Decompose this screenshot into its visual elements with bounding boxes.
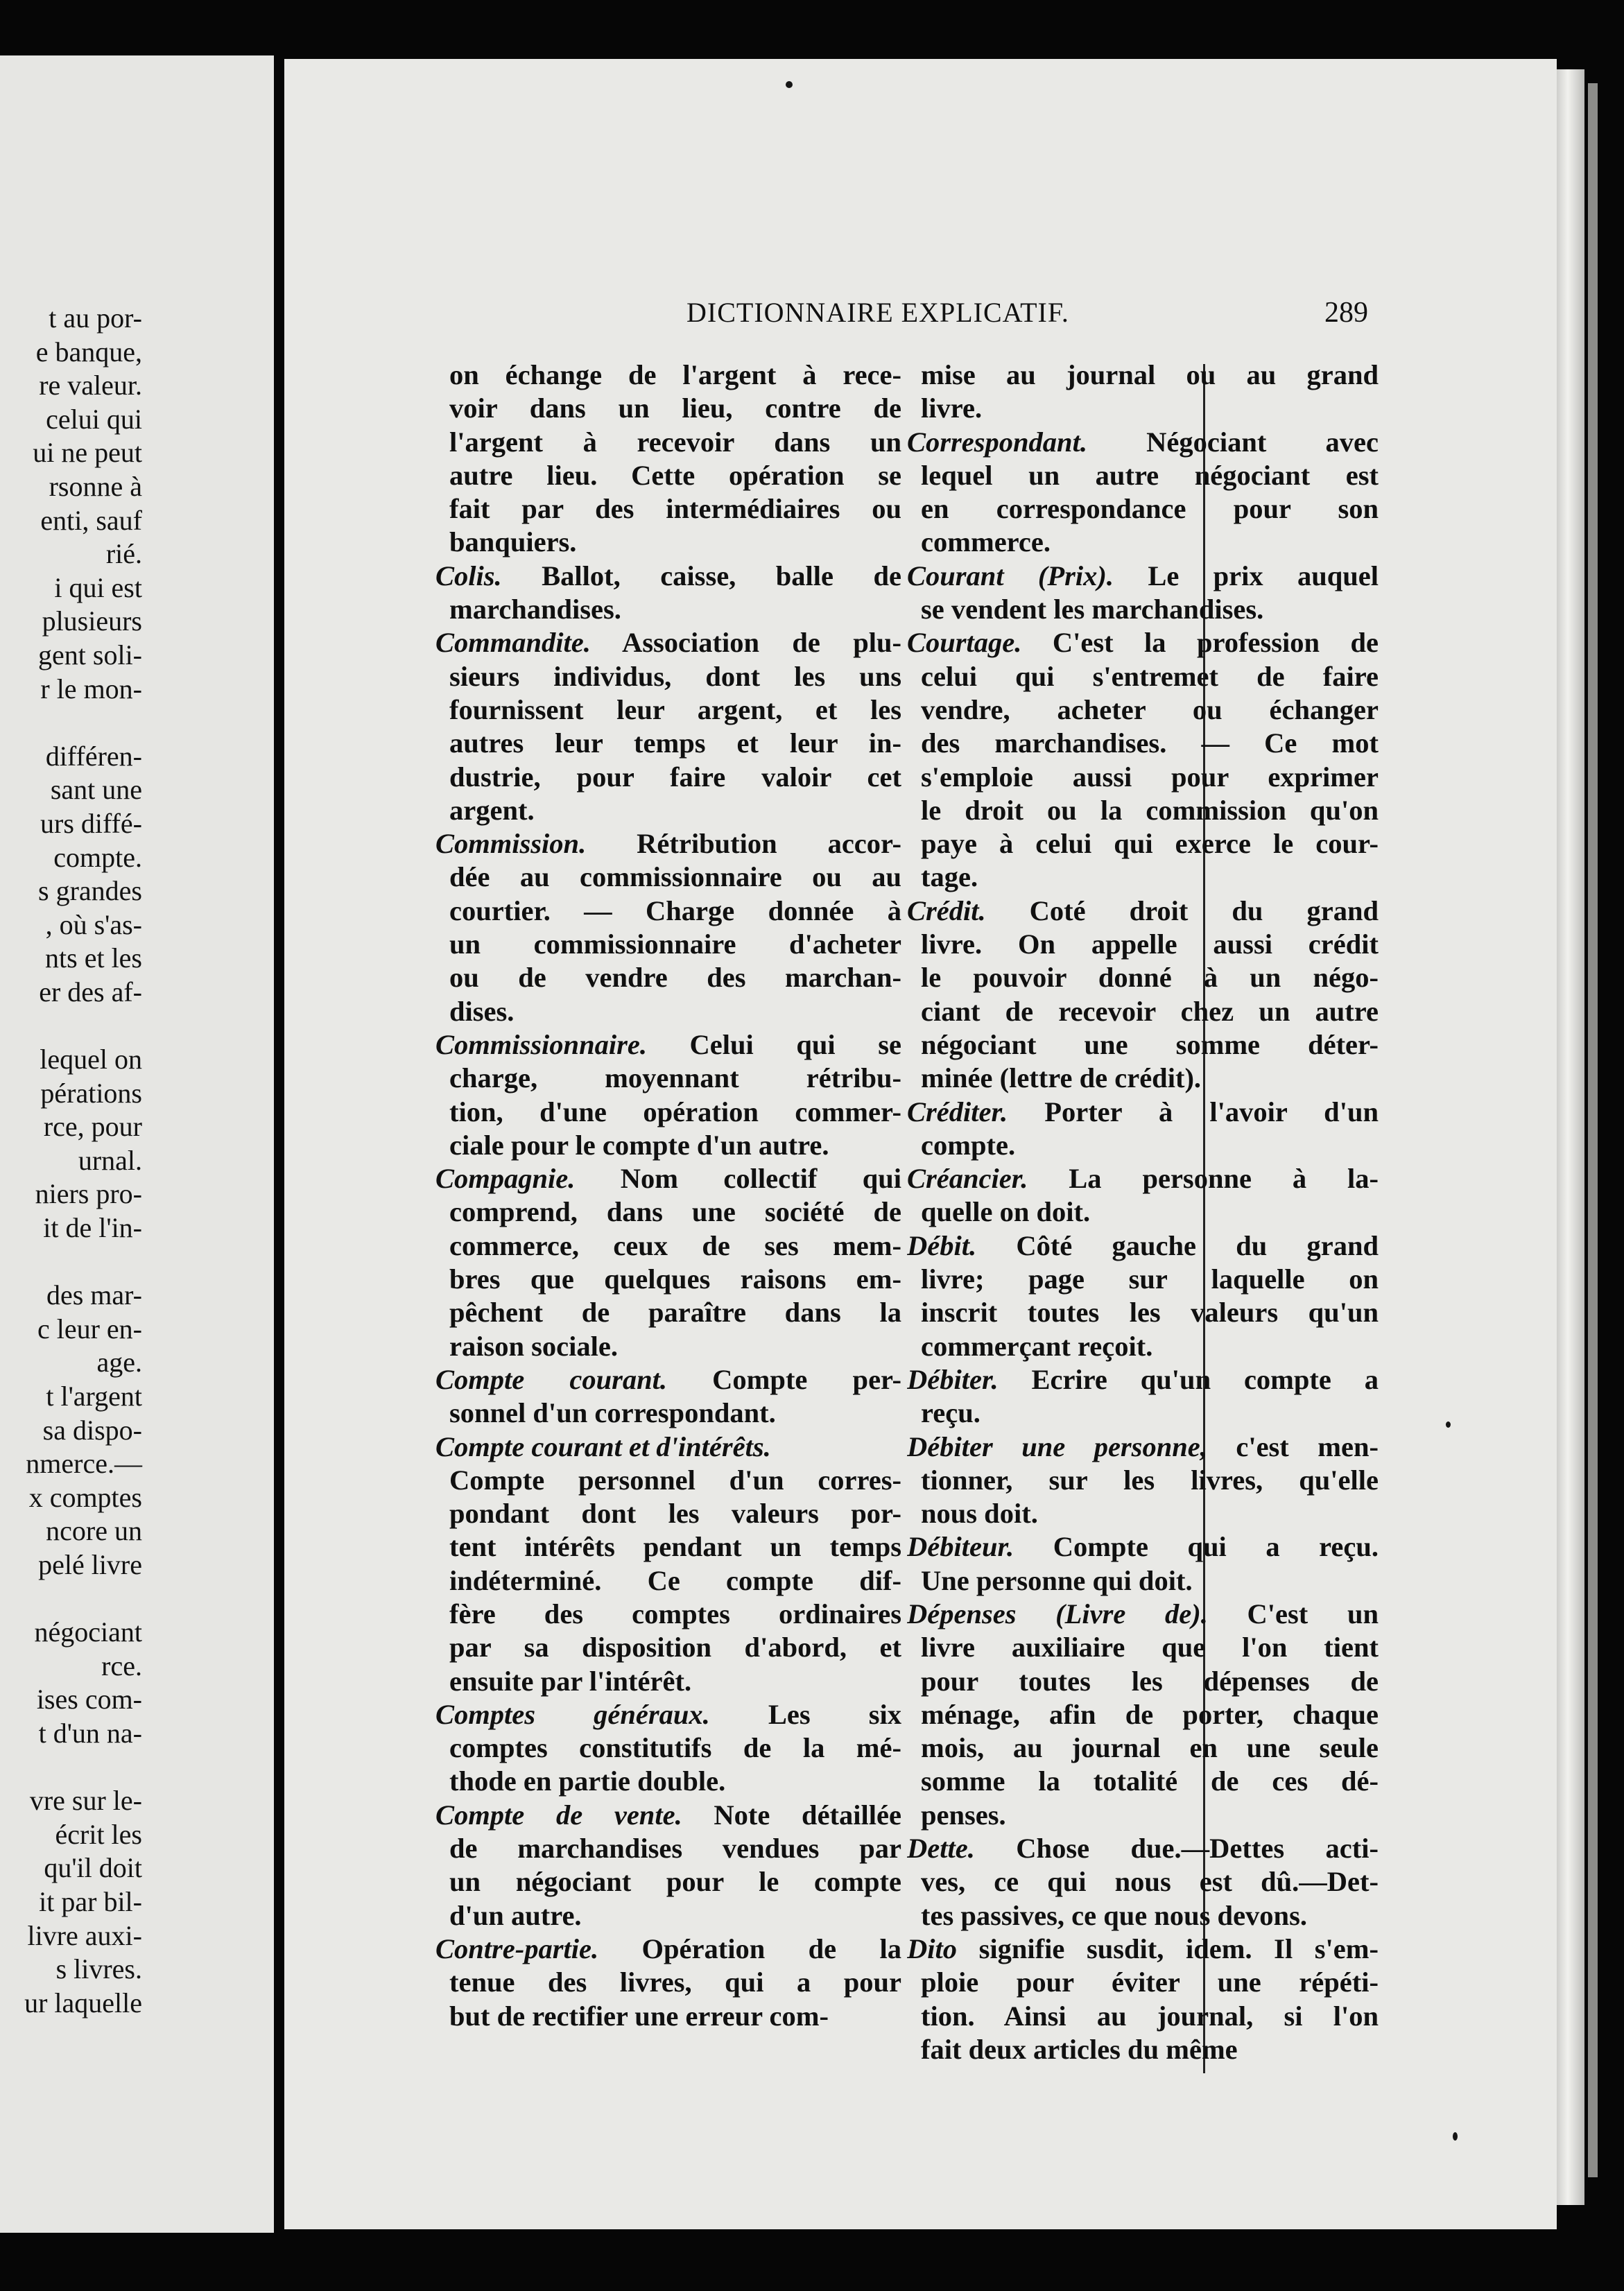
previous-page-line: vre sur le- (29, 1785, 142, 1817)
entry-line: compte. (921, 1129, 1016, 1161)
entry-line: sonnel d'un correspondant. (449, 1397, 776, 1429)
entry-line: nous doit. (921, 1498, 1038, 1530)
entry-line: on échange de l'argent à rece- (449, 359, 901, 390)
page-header (284, 296, 1557, 338)
entry-term: Compte de vente. (435, 1799, 682, 1831)
dictionary-entry (907, 1530, 1624, 1598)
previous-page-line: ises com- (36, 1684, 142, 1715)
entry-term: Colis. (435, 560, 502, 591)
entry-line: commerce. (921, 526, 1051, 558)
entry-line: l'argent à recevoir dans un (449, 426, 901, 458)
previous-page-line: sa dispo- (42, 1414, 142, 1446)
entry-term: Comptes généraux. (435, 1698, 710, 1730)
entry-term: Créancier. (907, 1163, 1028, 1195)
entry-definition: Nom collectif qui (575, 1163, 901, 1195)
entry-term: Commissionnaire. (435, 1028, 647, 1060)
entry-line: commerçant reçoit. (921, 1330, 1153, 1362)
previous-page-line: t l'argent (46, 1381, 142, 1412)
entry-definition: Compte per- (667, 1363, 901, 1395)
entry-line (907, 560, 1379, 593)
entry-line: fait par des intermédiaires ou (449, 493, 901, 525)
entry-line: se vendent les marchandises. (921, 594, 1264, 625)
entry-line: dises. (449, 995, 515, 1027)
entry-line (907, 1430, 1379, 1464)
print-speck (786, 81, 793, 88)
dictionary-entry (907, 1933, 1624, 2066)
entry-term: Correspondant. (907, 426, 1087, 458)
entry-line: tion, d'une opération commer- (449, 1096, 901, 1127)
previous-page-line: enti, sauf (40, 504, 142, 536)
previous-page-line: s livres. (55, 1953, 142, 1985)
entry-definition: Coté droit du grand (985, 894, 1379, 926)
entry-term: Dépenses (Livre de). (907, 1598, 1208, 1629)
entry-line: autres leur temps et leur in- (449, 727, 901, 759)
previous-page-line: plusieurs (42, 605, 142, 637)
entry-definition: Ecrire qu'un compte a (998, 1363, 1379, 1395)
entry-line: penses. (921, 1799, 1006, 1831)
page-number: 289 (1324, 297, 1368, 329)
previous-page-line: des mar- (46, 1279, 142, 1311)
entry-line: pour toutes les dépenses de (921, 1665, 1379, 1697)
entry-line: sieurs individus, dont les uns (449, 660, 901, 692)
entry-term: Contre-partie. (435, 1933, 599, 1964)
previous-page-line: it de l'in- (43, 1212, 142, 1244)
entry-definition: C'est la profession de (1021, 627, 1379, 659)
previous-page-line: rce, pour (43, 1111, 142, 1143)
entry-line: s'emploie aussi pour exprimer (921, 761, 1379, 793)
entry-line (907, 894, 1379, 928)
entry-line: Une personne qui doit. (921, 1564, 1193, 1596)
entry-line: fait deux articles du même (921, 2033, 1238, 2065)
previous-page-line (0, 1751, 274, 1785)
entry-line: le pouvoir donné à un négo- (921, 962, 1379, 994)
entry-line: courtier. — Charge donnée à (449, 894, 901, 926)
entry-line: minée (lettre de crédit). (921, 1062, 1202, 1094)
entry-line: thode en partie double. (449, 1765, 726, 1797)
previous-page-line: rsonne à (49, 470, 142, 502)
entry-line (907, 1933, 1379, 1966)
dictionary-entry (907, 1229, 1624, 1363)
entry-line (435, 1799, 901, 1832)
entry-line (435, 1933, 901, 1966)
entry-line: somme la totalité de ces dé- (921, 1765, 1379, 1797)
previous-page-line: livre auxi- (27, 1919, 142, 1951)
entry-line: le droit ou la commission qu'on (921, 794, 1379, 826)
previous-page-line: urnal. (78, 1144, 142, 1176)
entry-term: Commission. (435, 828, 587, 860)
running-title: DICTIONNAIRE EXPLICATIF. (686, 297, 1069, 328)
previous-page-line: x comptes (28, 1481, 142, 1513)
previous-page-line: it par bil- (39, 1885, 142, 1917)
entry-line: livre; page sur laquelle on (921, 1263, 1379, 1295)
entry-definition: C'est un (1207, 1598, 1379, 1629)
entry-line: bres que quelques raisons em- (449, 1263, 901, 1295)
entry-line: dée au commissionnaire ou au (449, 861, 901, 893)
dictionary-entry (907, 1162, 1624, 1229)
previous-page-line: négociant (34, 1616, 142, 1648)
dictionary-entry (907, 1430, 1624, 1531)
previous-page-line: i qui est (54, 571, 142, 603)
previous-page-line (0, 1009, 274, 1043)
previous-page (0, 55, 274, 2233)
entry-term: Dette. (907, 1833, 975, 1865)
previous-page-line: lequel on (40, 1044, 142, 1075)
previous-page-line: r le mon- (40, 673, 142, 704)
entry-definition: c'est men- (1207, 1430, 1379, 1462)
entry-line: négociant une somme déter- (921, 1028, 1379, 1060)
entry-line: lequel un autre négociant est (921, 459, 1379, 491)
previous-page-line: ur laquelle (24, 1987, 142, 2018)
previous-page-line: différen- (45, 740, 142, 772)
entry-line: charge, moyennant rétribu- (449, 1062, 901, 1094)
previous-page-line (0, 1245, 274, 1279)
entry-line: tes passives, ce que nous devons. (921, 1899, 1307, 1931)
dictionary-entry (907, 1363, 1624, 1430)
entry-definition: La personne à la- (1028, 1163, 1379, 1195)
entry-line: ou de vendre des marchan- (449, 962, 901, 994)
previous-page-line: sant une (50, 774, 142, 806)
entry-definition: Opération de la (598, 1933, 901, 1964)
previous-page-line: écrit les (55, 1818, 142, 1850)
entry-line: raison sociale. (449, 1330, 618, 1362)
print-speck (1446, 1421, 1451, 1428)
entry-term: Courant (Prix). (907, 560, 1114, 591)
entry-line (907, 1832, 1379, 1865)
entry-continuation (907, 358, 1624, 426)
entry-line: par sa disposition d'abord, et (449, 1632, 901, 1663)
previous-page-line: niers pro- (35, 1178, 142, 1210)
dictionary-page (284, 59, 1557, 2229)
entry-line (435, 1162, 901, 1195)
entry-line: indéterminé. Ce compte dif- (449, 1564, 901, 1596)
entry-line: vendre, acheter ou échanger (921, 693, 1379, 725)
entry-line: argent. (449, 794, 535, 826)
entry-line (435, 1698, 901, 1731)
entry-line: ensuite par l'intérêt. (449, 1665, 692, 1697)
entry-definition: Compte qui a reçu. (1014, 1531, 1379, 1563)
entry-definition: Les six (709, 1698, 901, 1730)
entry-line (907, 1229, 1379, 1263)
dictionary-entry (907, 894, 1624, 1096)
entry-definition: Porter à l'avoir d'un (1008, 1096, 1379, 1127)
entry-line (907, 426, 1379, 459)
entry-line: voir dans un lieu, contre de (449, 392, 901, 424)
previous-page-line: , où s'as- (45, 908, 142, 940)
print-speck (1453, 2132, 1458, 2141)
entry-line: tenue des livres, qui a pour (449, 1966, 901, 1998)
previous-page-line: compte. (53, 841, 142, 873)
entry-term: Commandite. (435, 627, 591, 659)
entry-term: Crédit. (907, 894, 986, 926)
entry-line: pêchent de paraître dans la (449, 1297, 901, 1329)
previous-page-line: celui qui (46, 403, 142, 435)
entry-line: tionner, sur les livres, qu'elle (921, 1464, 1379, 1496)
previous-page-text (0, 302, 274, 2020)
entry-line: reçu. (921, 1397, 981, 1429)
previous-page-line: ui ne peut (33, 437, 142, 469)
entry-line: comptes constitutifs de la mé- (449, 1732, 901, 1764)
entry-line: livre. (921, 392, 983, 424)
entry-line: un négociant pour le compte (449, 1866, 901, 1898)
entry-line: livre auxiliaire que l'on tient (921, 1632, 1379, 1663)
previous-page-line: t d'un na- (38, 1717, 142, 1749)
entry-line: marchandises. (449, 594, 621, 625)
entry-definition: signifie susdit, idem. Il s'em- (957, 1933, 1379, 1964)
entry-line (907, 1363, 1379, 1397)
previous-page-line: c leur en- (37, 1313, 142, 1345)
entry-term: Débiter. (907, 1363, 999, 1395)
previous-page-line (0, 1582, 274, 1616)
entry-term: Compagnie. (435, 1163, 576, 1195)
entry-line: autre lieu. Cette opération se (449, 459, 901, 491)
entry-term: Compte courant et d'intérêts. (435, 1430, 771, 1462)
entry-line: ciale pour le compte d'un autre. (449, 1129, 829, 1161)
entry-definition: Négociant avec (1087, 426, 1379, 458)
entry-line: but de rectifier une erreur com- (449, 2000, 829, 2032)
entry-line: mise au journal ou au grand (921, 359, 1379, 390)
previous-page-line: nts et les (45, 942, 142, 974)
previous-page-line: ncore un (46, 1515, 142, 1547)
previous-page-line: re valeur. (39, 370, 142, 401)
entry-line (907, 1598, 1379, 1631)
entry-line: paye à celui qui exerce le cour- (921, 828, 1379, 860)
entry-line: ves, ce qui nous est dû.—Det- (921, 1866, 1379, 1898)
entry-line (907, 1096, 1379, 1129)
entry-line: Compte personnel d'un corres- (449, 1464, 901, 1496)
entry-line: tent intérêts pendant un temps (449, 1531, 901, 1563)
entry-definition: Celui qui se (646, 1028, 901, 1060)
previous-page-line: er des af- (39, 976, 142, 1008)
dictionary-entry (907, 1832, 1624, 1933)
entry-line (435, 1430, 901, 1464)
dictionary-entry (907, 1598, 1624, 1832)
entry-line: un commissionnaire d'acheter (449, 928, 901, 960)
entry-line (907, 626, 1379, 659)
entry-line: inscrit toutes les valeurs qu'un (921, 1297, 1379, 1329)
entry-line (907, 1162, 1379, 1195)
entry-definition: Association de plu- (590, 627, 901, 659)
entry-line: fère des comptes ordinaires (449, 1598, 901, 1629)
entry-line: en correspondance pour son (921, 493, 1379, 525)
entry-definition: Côté gauche du grand (976, 1229, 1379, 1261)
entry-line: tion. Ainsi au journal, si l'on (921, 2000, 1379, 2032)
entry-line: mois, au journal en une seule (921, 1732, 1379, 1764)
previous-page-line: t au por- (49, 302, 142, 334)
previous-page-line: rce. (101, 1650, 142, 1681)
dictionary-entry (907, 626, 1624, 894)
entry-line: de marchandises vendues par (449, 1833, 901, 1865)
entry-line: banquiers. (449, 526, 577, 558)
entry-line (435, 1363, 901, 1397)
entry-line (435, 827, 901, 861)
previous-page-line: pelé livre (38, 1548, 142, 1580)
entry-line: fournissent leur argent, et les (449, 693, 901, 725)
entry-term: Créditer. (907, 1096, 1008, 1127)
previous-page-line: gent soli- (38, 639, 142, 671)
entry-term: Dito (907, 1933, 958, 1964)
entry-term: Compte courant. (435, 1363, 668, 1395)
entry-line: tage. (921, 861, 978, 893)
dictionary-entry (907, 1096, 1624, 1163)
previous-page-line: qu'il doit (44, 1852, 142, 1884)
previous-page-line: age. (96, 1347, 142, 1378)
entry-line (907, 1530, 1379, 1564)
entry-term: Débit. (907, 1229, 977, 1261)
right-column (907, 358, 1624, 2066)
entry-line: livre. On appelle aussi crédit (921, 928, 1379, 960)
previous-page-line: pérations (40, 1077, 142, 1109)
entry-line: comprend, dans une société de (449, 1196, 901, 1228)
entry-line: pondant dont les valeurs por- (449, 1498, 901, 1530)
entry-line: d'un autre. (449, 1899, 582, 1931)
previous-page-line: nmerce.— (26, 1448, 142, 1480)
entry-term: Débiteur. (907, 1531, 1014, 1563)
entry-line: dustrie, pour faire valoir cet (449, 761, 901, 793)
entry-term: Débiter une personne, (907, 1430, 1207, 1462)
entry-definition: Rétribution accor- (586, 828, 901, 860)
entry-line: des marchandises. — Ce mot (921, 727, 1379, 759)
entry-definition: Chose due.—Dettes acti- (974, 1833, 1379, 1865)
entry-line (435, 560, 901, 593)
entry-line: ciant de recevoir chez un autre (921, 995, 1379, 1027)
previous-page-line (0, 706, 274, 740)
dictionary-entry (907, 560, 1624, 627)
entry-definition: Le prix auquel (1114, 560, 1379, 591)
entry-term: Courtage. (907, 627, 1022, 659)
previous-page-line: e banque, (35, 336, 142, 368)
entry-line: celui qui s'entremet de faire (921, 660, 1379, 692)
entry-line: quelle on doit. (921, 1196, 1091, 1228)
entry-line: ploie pour éviter une répéti- (921, 1966, 1379, 1998)
entry-line: ménage, afin de porter, chaque (921, 1698, 1379, 1730)
entry-line (435, 626, 901, 659)
entry-line: commerce, ceux de ses mem- (449, 1229, 901, 1261)
previous-page-line: urs diffé- (40, 807, 142, 839)
previous-page-line: s grandes (38, 875, 142, 907)
entry-definition: Note détaillée (682, 1799, 901, 1831)
entry-definition: Ballot, caisse, balle de (501, 560, 901, 591)
entry-line (435, 1028, 901, 1062)
dictionary-entry (907, 426, 1624, 560)
previous-page-line: rié. (105, 538, 142, 570)
